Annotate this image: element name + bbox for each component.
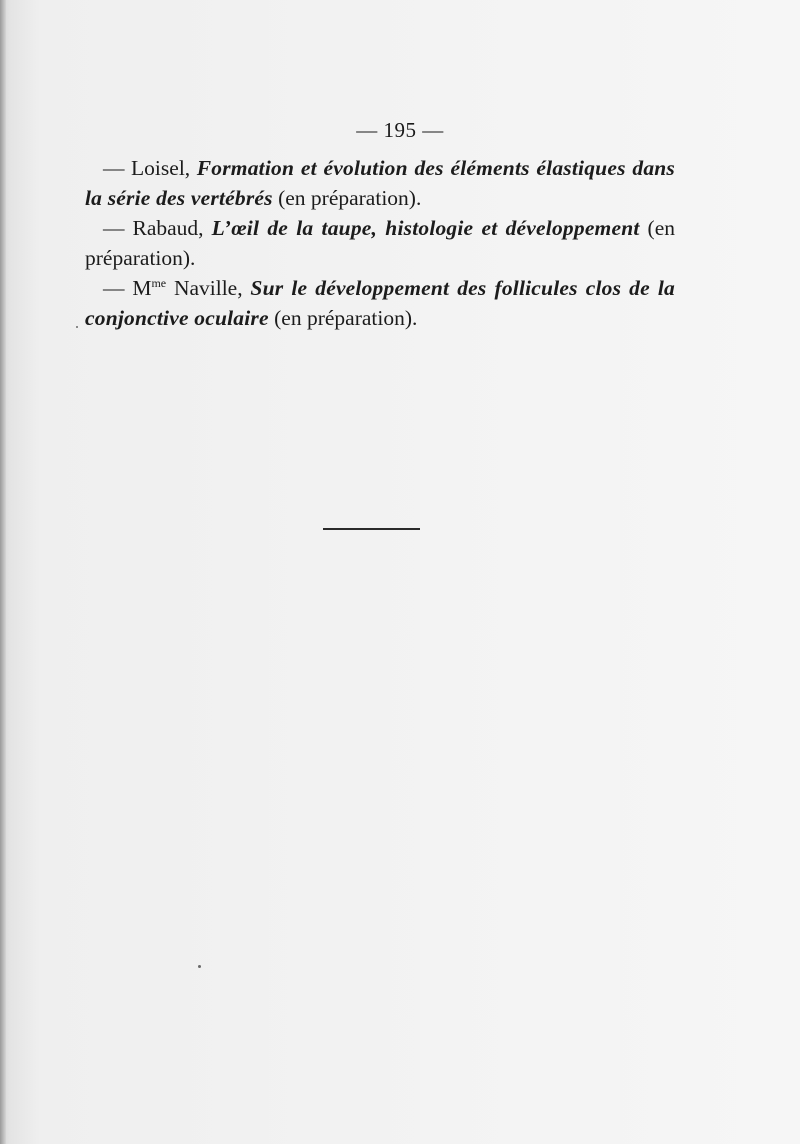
entry-dash: —: [103, 216, 133, 240]
page-edge-shadow: [0, 0, 6, 1144]
entry-author: Naville,: [166, 276, 251, 300]
entry-honorific: M: [132, 276, 152, 300]
section-end-rule: [323, 528, 420, 530]
paper-speck: [198, 965, 201, 968]
entry-title: Sur le développement des follicules clos de la conjonctive oculaire: [85, 276, 675, 330]
entry-note: (en préparation).: [272, 186, 422, 210]
bibliography-entry-naville: [85, 273, 675, 333]
page-number: — 195 —: [356, 118, 444, 142]
entry-author: Loisel,: [131, 156, 197, 180]
entry-honorific-superscript: me: [151, 275, 167, 290]
entry-title: Formation et évolution des éléments élastiques dans la série des vertébrés: [85, 156, 676, 210]
bibliography-list: [85, 153, 675, 333]
entry-note: (en préparation).: [268, 306, 418, 330]
entry-dash: —: [103, 156, 132, 180]
entry-author: Rabaud,: [132, 216, 212, 240]
paper-speck: [76, 326, 78, 328]
entry-title: L’œil de la taupe, histologie et développement: [211, 216, 640, 240]
bibliography-entry-rabaud: [85, 213, 675, 273]
entry-dash: —: [103, 276, 133, 300]
entry-note: (en préparation).: [85, 216, 676, 270]
bibliography-entry-loisel: [85, 153, 675, 213]
